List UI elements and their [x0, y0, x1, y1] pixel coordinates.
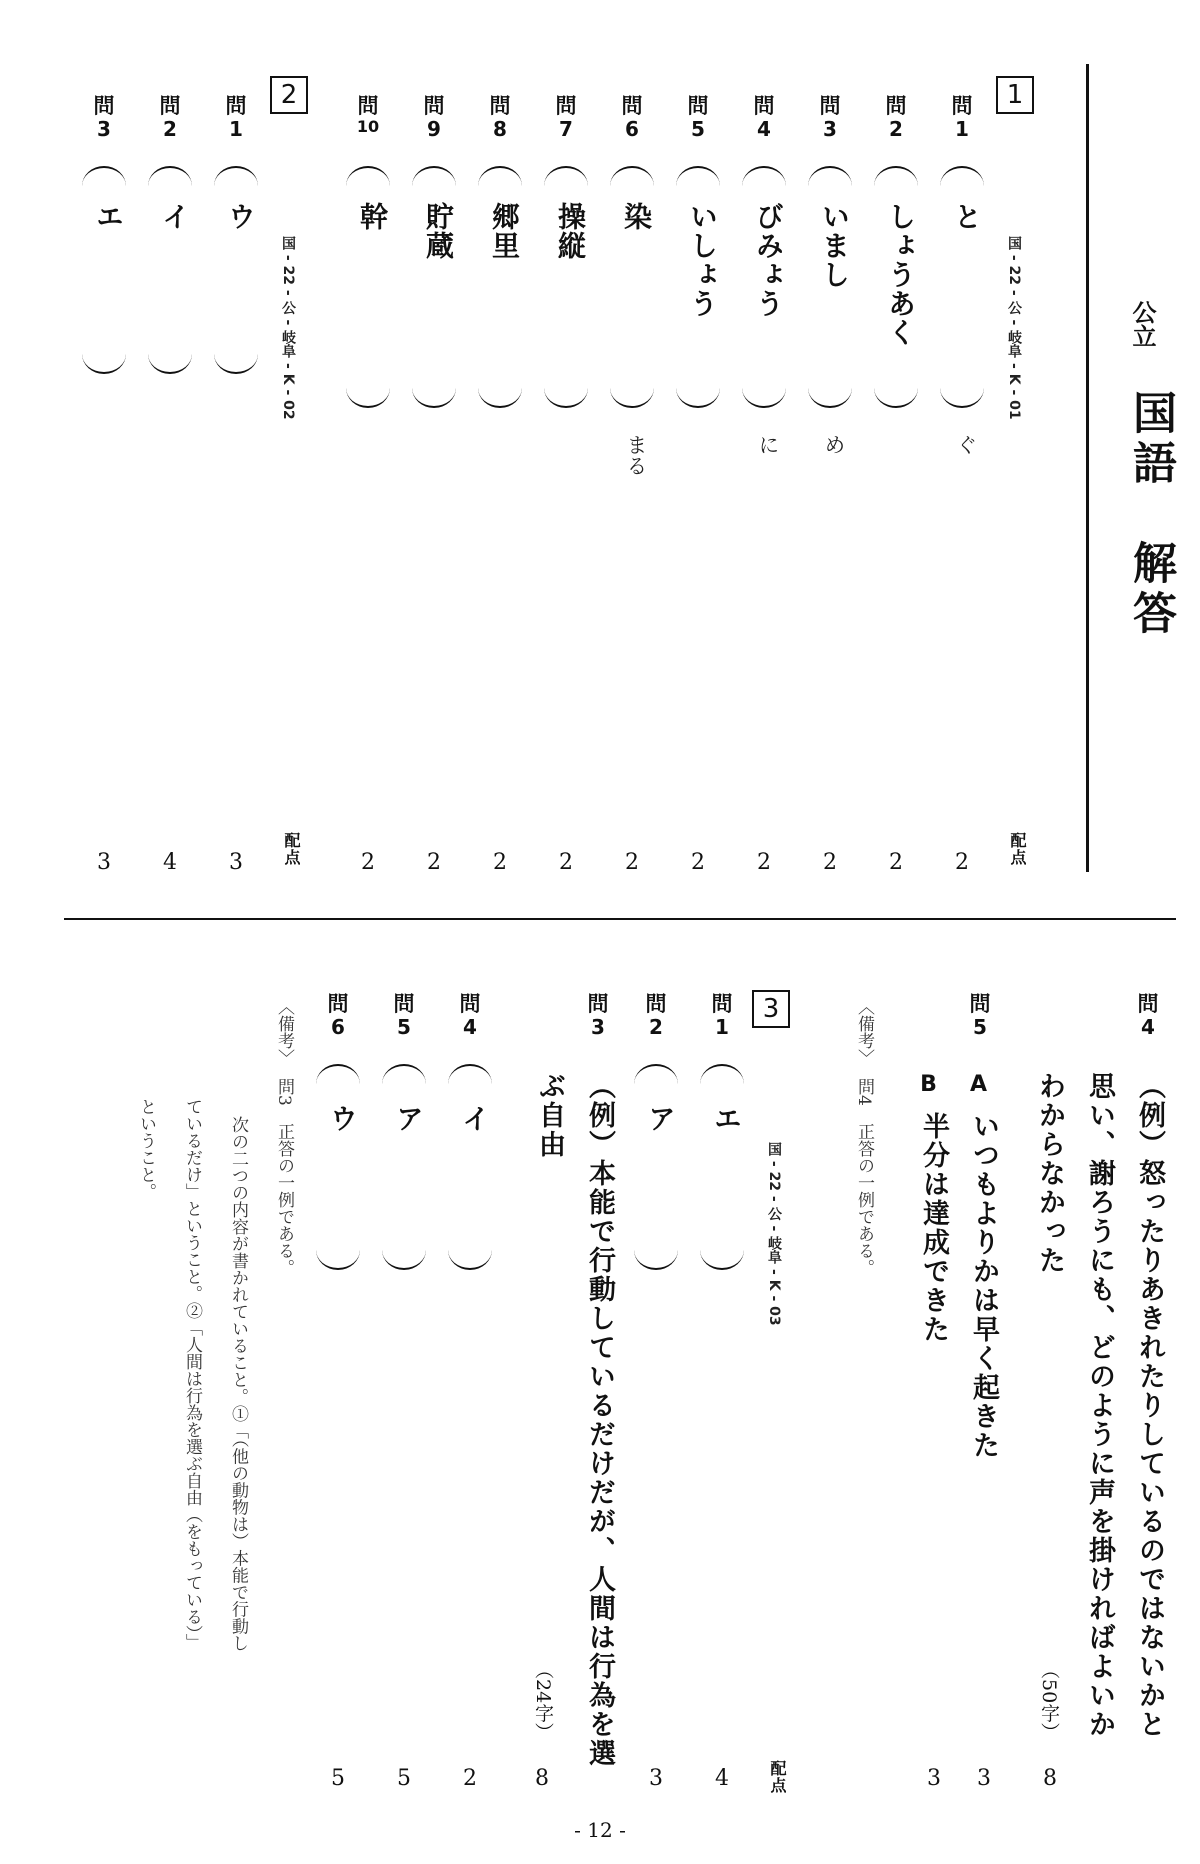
answer-2-4-line3: わからなかった: [1034, 1072, 1065, 1275]
question-kanji: 問: [357, 94, 379, 118]
points-1-3: 2: [823, 850, 837, 875]
question-number: 7: [559, 117, 573, 142]
category-label: 公立: [1128, 300, 1156, 348]
answer-3-3-char-count: （24字）: [532, 1660, 554, 1742]
points-2-1: 3: [229, 850, 243, 875]
question-label-1-9: [414, 94, 454, 141]
question-kanji: 問: [225, 94, 247, 118]
question-number: 2: [163, 117, 177, 142]
question-label-3-3: 問 3: [587, 992, 609, 1040]
answer-2-1: ウ: [224, 202, 257, 231]
paren-open: [148, 166, 192, 186]
question-number: 9: [427, 117, 441, 142]
answer-2-3: エ: [92, 202, 125, 231]
section-3-code: 国 - 22 - 公 - 岐阜 - K - 03: [766, 1142, 782, 1326]
points-2-2: 4: [163, 850, 177, 875]
question-number: 4: [757, 117, 771, 142]
paren-open: [448, 1064, 492, 1084]
paren-open: [214, 166, 258, 186]
paren-open: [382, 1064, 426, 1084]
question-number: 2: [649, 1015, 663, 1040]
paren-open: [874, 166, 918, 186]
question-label-3-4: [450, 992, 490, 1039]
question-kanji: 問: [459, 992, 481, 1016]
paren-close: [316, 1250, 360, 1270]
question-number: 1: [955, 117, 969, 142]
paren-close: [742, 388, 786, 408]
question-number: 6: [331, 1015, 345, 1040]
paren-open: [346, 166, 390, 186]
paren-close: [214, 354, 258, 374]
answer-2-2: イ: [158, 202, 191, 231]
question-number: 4: [463, 1015, 477, 1040]
question-kanji: 問: [327, 992, 349, 1016]
answer-2-4-char-count: （50字）: [1038, 1660, 1060, 1742]
note-section-3-line2: 次の二つの内容が書かれていること。①「（他の動物は）本能で行動し: [228, 1116, 248, 1652]
paren-close: [412, 388, 456, 408]
question-number: 10: [356, 117, 380, 137]
paren-close: [676, 388, 720, 408]
section-2-code: 国 - 22 - 公 - 岐阜 - K - 02: [280, 236, 296, 420]
question-label-1-7: [546, 94, 586, 141]
answer-1-5: いしょう: [686, 202, 719, 318]
note-section-2-text: 問4 正答の一例である。: [854, 1078, 874, 1276]
points-3-2: 3: [649, 1766, 663, 1791]
page-title: 国語 解答: [1125, 390, 1176, 640]
note-section-3-label: 〈備考〉: [274, 998, 294, 1066]
question-kanji: 問: [159, 94, 181, 118]
points-2-5-b: 3: [927, 1766, 941, 1791]
answer-3-3-line2: ぶ自由: [534, 1072, 565, 1159]
paren-close: [544, 388, 588, 408]
question-label-1-1: [942, 94, 982, 141]
question-kanji: 問: [645, 992, 667, 1016]
paren-close: [148, 354, 192, 374]
points-3-4: 2: [463, 1766, 477, 1791]
answer-2-5-b-label: B: [916, 1072, 941, 1098]
answer-3-1: エ: [710, 1104, 743, 1133]
points-3-6: 5: [331, 1766, 345, 1791]
paren-close: [610, 388, 654, 408]
answer-2-4-line1: （例）怒ったりあきれたりしているのではないかと: [1134, 1072, 1165, 1739]
points-1-4: 2: [757, 850, 771, 875]
paren-close: [382, 1250, 426, 1270]
section-divider: [64, 918, 1176, 920]
answer-2-5-b: 半分は達成できた: [918, 1112, 949, 1344]
question-kanji: 問: [393, 992, 415, 1016]
question-kanji: 問: [687, 94, 709, 118]
points-2-4: 8: [1043, 1766, 1057, 1791]
paren-open: [478, 166, 522, 186]
answer-1-10: 幹: [356, 202, 389, 231]
paren-close: [874, 388, 918, 408]
question-label-2-5: 問 5: [969, 992, 991, 1040]
question-label-3-6: [318, 992, 358, 1039]
question-number: 3: [823, 117, 837, 142]
points-1-8: 2: [493, 850, 507, 875]
question-label-1-4: [744, 94, 784, 141]
answer-1-2: しょうあく: [884, 202, 917, 347]
note-section-3-line4: ということ。: [136, 1098, 156, 1200]
points-1-5: 2: [691, 850, 705, 875]
paren-close: [478, 388, 522, 408]
points-1-2: 2: [889, 850, 903, 875]
points-3-5: 5: [397, 1766, 411, 1791]
points-3-3: 8: [535, 1766, 549, 1791]
answer-2-5-a: いつもよりかは早く起きた: [968, 1112, 999, 1460]
paren-open: [700, 1064, 744, 1084]
answer-1-1: と: [950, 202, 983, 231]
question-label-1-8: [480, 94, 520, 141]
okurigana-1-6: まる: [624, 434, 648, 476]
paren-close: [940, 388, 984, 408]
paren-open: [610, 166, 654, 186]
question-number: 6: [625, 117, 639, 142]
section-2-number: 2: [270, 76, 308, 114]
question-kanji: 問: [753, 94, 775, 118]
question-number: 5: [397, 1015, 411, 1040]
paren-close: [448, 1250, 492, 1270]
paren-close: [808, 388, 852, 408]
points-3-1: 4: [715, 1766, 729, 1791]
paren-open: [808, 166, 852, 186]
paren-open: [544, 166, 588, 186]
answer-1-9: 貯蔵: [422, 202, 455, 260]
question-number: 2: [889, 117, 903, 142]
question-label-3-1: [702, 992, 742, 1039]
question-kanji: 問: [93, 94, 115, 118]
question-label-1-2: [876, 94, 916, 141]
points-1-6: 2: [625, 850, 639, 875]
question-label-1-10: [348, 94, 388, 137]
paren-open: [634, 1064, 678, 1084]
paren-open: [316, 1064, 360, 1084]
question-label-2-1: [216, 94, 256, 141]
points-1-10: 2: [361, 850, 375, 875]
paren-open: [412, 166, 456, 186]
question-kanji: 問: [423, 94, 445, 118]
answer-3-2: ア: [644, 1104, 677, 1133]
answer-1-7: 操縦: [554, 202, 587, 260]
answer-3-6: ウ: [326, 1104, 359, 1133]
paren-close: [700, 1250, 744, 1270]
question-kanji: 問: [489, 94, 511, 118]
okurigana-1-4: に: [756, 434, 780, 455]
question-number: 1: [715, 1015, 729, 1040]
question-kanji: 問: [621, 94, 643, 118]
answer-1-3: いまし: [818, 202, 851, 289]
question-label-2-4: 問 4: [1137, 992, 1159, 1040]
question-label-1-6: [612, 94, 652, 141]
question-number: 1: [229, 117, 243, 142]
question-kanji: 問: [819, 94, 841, 118]
section-1-points-label: 配点: [1008, 832, 1027, 866]
okurigana-1-1: ぐ: [954, 434, 978, 455]
question-number: 3: [97, 117, 111, 142]
answer-3-5: ア: [392, 1104, 425, 1133]
question-kanji: 問: [885, 94, 907, 118]
section-2-points-label: 配点: [282, 832, 301, 866]
title-divider: [1086, 64, 1089, 872]
paren-open: [940, 166, 984, 186]
section-3-points-label: 配点: [768, 1760, 787, 1794]
question-kanji: 問: [555, 94, 577, 118]
question-kanji: 問: [711, 992, 733, 1016]
question-label-1-5: [678, 94, 718, 141]
question-number: 8: [493, 117, 507, 142]
note-section-3-line3: ているだけ」ということ。②「人間は行為を選ぶ自由（をもっている）」: [182, 1098, 202, 1651]
answer-1-6: 染: [620, 202, 653, 231]
answer-2-5-a-label: A: [966, 1072, 991, 1098]
paren-open: [82, 166, 126, 186]
points-2-5-a: 3: [977, 1766, 991, 1791]
question-kanji: 問: [951, 94, 973, 118]
question-label-2-3: [84, 94, 124, 141]
answer-1-4: びみょう: [752, 202, 785, 318]
paren-close: [346, 388, 390, 408]
points-1-7: 2: [559, 850, 573, 875]
okurigana-1-3: め: [822, 434, 846, 455]
paren-close: [634, 1250, 678, 1270]
note-section-3-line1: 問3 正答の一例である。: [274, 1078, 294, 1276]
answer-2-4-line2: 思い、謝ろうにも、どのように声を掛ければよいか: [1084, 1072, 1115, 1739]
section-1-number: 1: [996, 76, 1034, 114]
note-section-2-label: 〈備考〉: [854, 998, 874, 1066]
question-label-2-2: [150, 94, 190, 141]
points-2-3: 3: [97, 850, 111, 875]
points-1-9: 2: [427, 850, 441, 875]
paren-open: [742, 166, 786, 186]
paren-close: [82, 354, 126, 374]
section-1-code: 国 - 22 - 公 - 岐阜 - K - 01: [1006, 236, 1022, 420]
points-1-1: 2: [955, 850, 969, 875]
question-label-3-5: [384, 992, 424, 1039]
section-3-number: 3: [752, 990, 790, 1028]
question-label-3-2: [636, 992, 676, 1039]
question-number: 5: [691, 117, 705, 142]
answer-3-4: イ: [458, 1104, 491, 1133]
page-number: - 12 -: [574, 1818, 626, 1842]
question-label-1-3: [810, 94, 850, 141]
paren-open: [676, 166, 720, 186]
answer-3-3-line1: （例）本能で行動しているだけだが、人間は行為を選: [584, 1072, 615, 1768]
answer-1-8: 郷里: [488, 202, 521, 260]
